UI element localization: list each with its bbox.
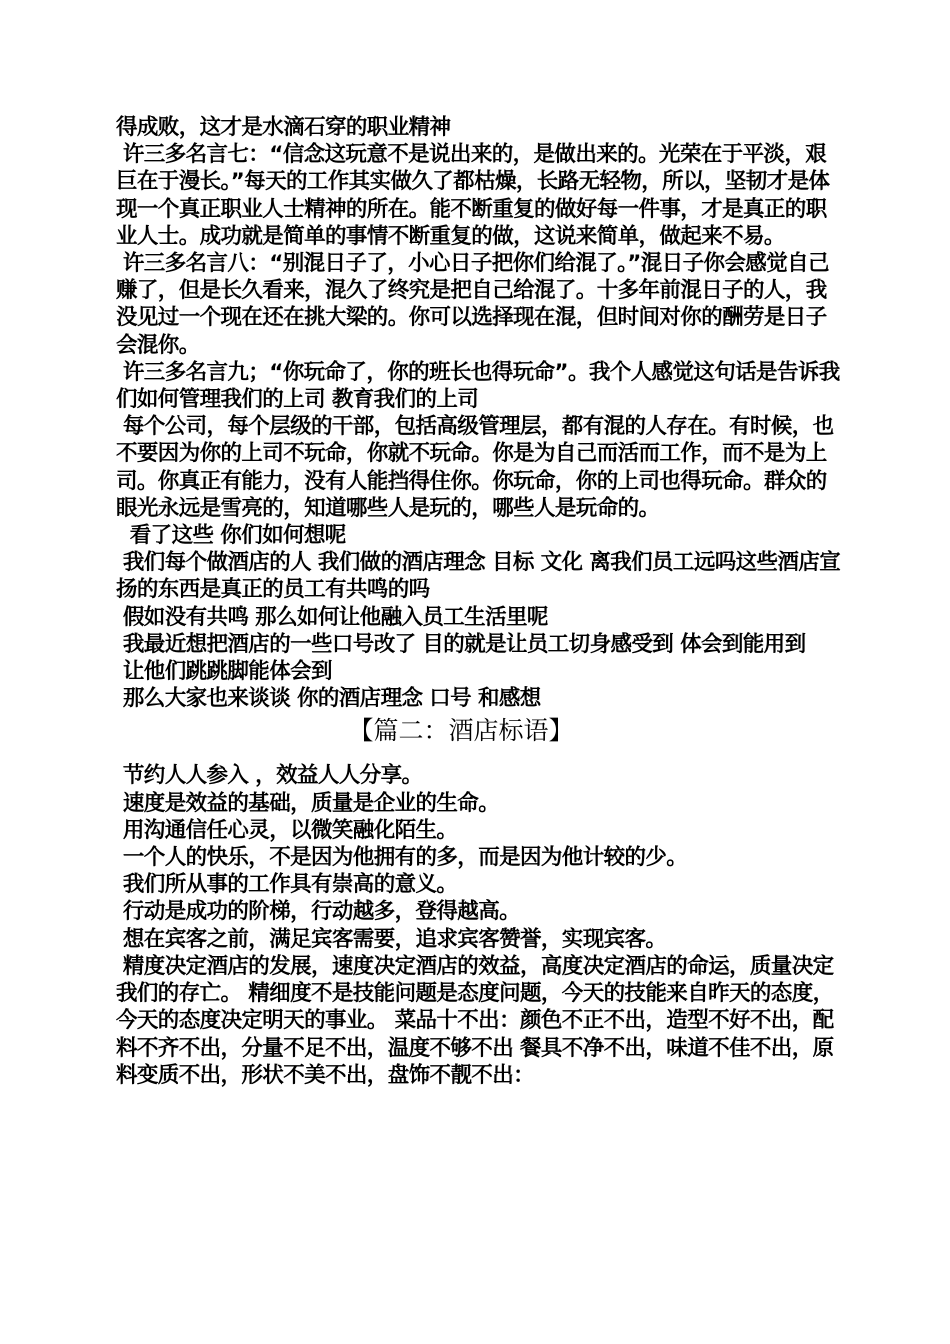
paragraph: 看了这些 你们如何想呢 bbox=[116, 523, 346, 549]
slogan-line: 想在宾客之前，满足宾客需要，追求宾客赞誉，实现宾客。 bbox=[116, 926, 667, 952]
slogan-line: 节约人人参入 ，效益人人分享。 bbox=[116, 763, 423, 789]
slogan-line: 用沟通信任心灵，以微笑融化陌生。 bbox=[116, 817, 458, 843]
paragraph: 我最近想把酒店的一些口号改了 目的就是让员工切身感受到 体会到能用到 bbox=[116, 631, 806, 657]
paragraph: 我们每个做酒店的人 我们做的酒店理念 目标 文化 离我们员工远吗这些酒店宣扬的东西是真正的员工有共鸣的吗 bbox=[116, 550, 841, 603]
slogan-line: 我们所从事的工作具有崇高的意义。 bbox=[116, 872, 458, 898]
slogan-line: 一个人的快乐，不是因为他拥有的多，而是因为他计较的少。 bbox=[116, 845, 688, 871]
section-title: 【篇二：酒店标语】 bbox=[348, 716, 574, 746]
document-body bbox=[116, 114, 846, 1089]
slogan-line: 行动是成功的阶梯，行动越多，登得越高。 bbox=[116, 899, 520, 925]
paragraph: 许三多名言八：“别混日子了，小心日子把你们给混了。”混日子你会感觉自己赚了，但是长久看来，混久了终究是把自己给混了。十多年前混日子的人，我没见过一个现在还在挑大梁的。你可以选择现在混，但时间对你的酬劳是日子会混你。 bbox=[116, 251, 829, 358]
slogan-line: 速度是效益的基础，质量是企业的生命。 bbox=[116, 790, 500, 816]
slogan-line: 精度决定酒店的发展，速度决定酒店的效益，高度决定酒店的命运，质量决定我们的存亡。 精细度不是技能问题是态度问题，今天的技能来自昨天的态度，今天的态度决定明天的事业。 菜品十不出：颜色不正不出，造型不好不出，配料不齐不出，分量不足不出，温度不够不出 餐具不净不出，味道不佳不出，原料变质不出，形状不美不出，盘饰不靓不出： bbox=[116, 953, 834, 1088]
paragraph: 许三多名言九；“你玩命了，你的班长也得玩命”。我个人感觉这句话是告诉我们如何管理我们的上司 教育我们的上司 bbox=[116, 359, 840, 413]
paragraph: 那么大家也来谈谈 你的酒店理念 口号 和感想 bbox=[116, 686, 541, 712]
paragraph: 假如没有共鸣 那么如何让他融入员工生活里呢 bbox=[116, 604, 548, 630]
paragraph: 每个公司，每个层级的干部，包括高级管理层，都有混的人存在。有时候，也不要因为你的上司不玩命，你就不玩命。你是为自己而活而工作，而不是为上司。你真正有能力，没有人能挡得住你。你玩命，你的上司也得玩命。群众的眼光永远是雪亮的，知道哪些人是玩的，哪些人是玩命的。 bbox=[116, 414, 834, 521]
paragraph: 得成败，这才是水滴石穿的职业精神 bbox=[116, 115, 451, 140]
paragraph: 让他们跳跳脚能体会到 bbox=[116, 659, 332, 685]
paragraph: 许三多名言七：“信念这玩意不是说出来的，是做出来的。光荣在于平淡，艰巨在于漫长。”每天的工作其实做久了都枯燥，长路无轻物，所以，坚韧才是体现一个真正职业人士精神的所在。能不断重复的做好每一件事，才是真正的职业人士。成功就是简单的事情不断重复的做，这说来简单，做起来不易。 bbox=[116, 142, 830, 249]
